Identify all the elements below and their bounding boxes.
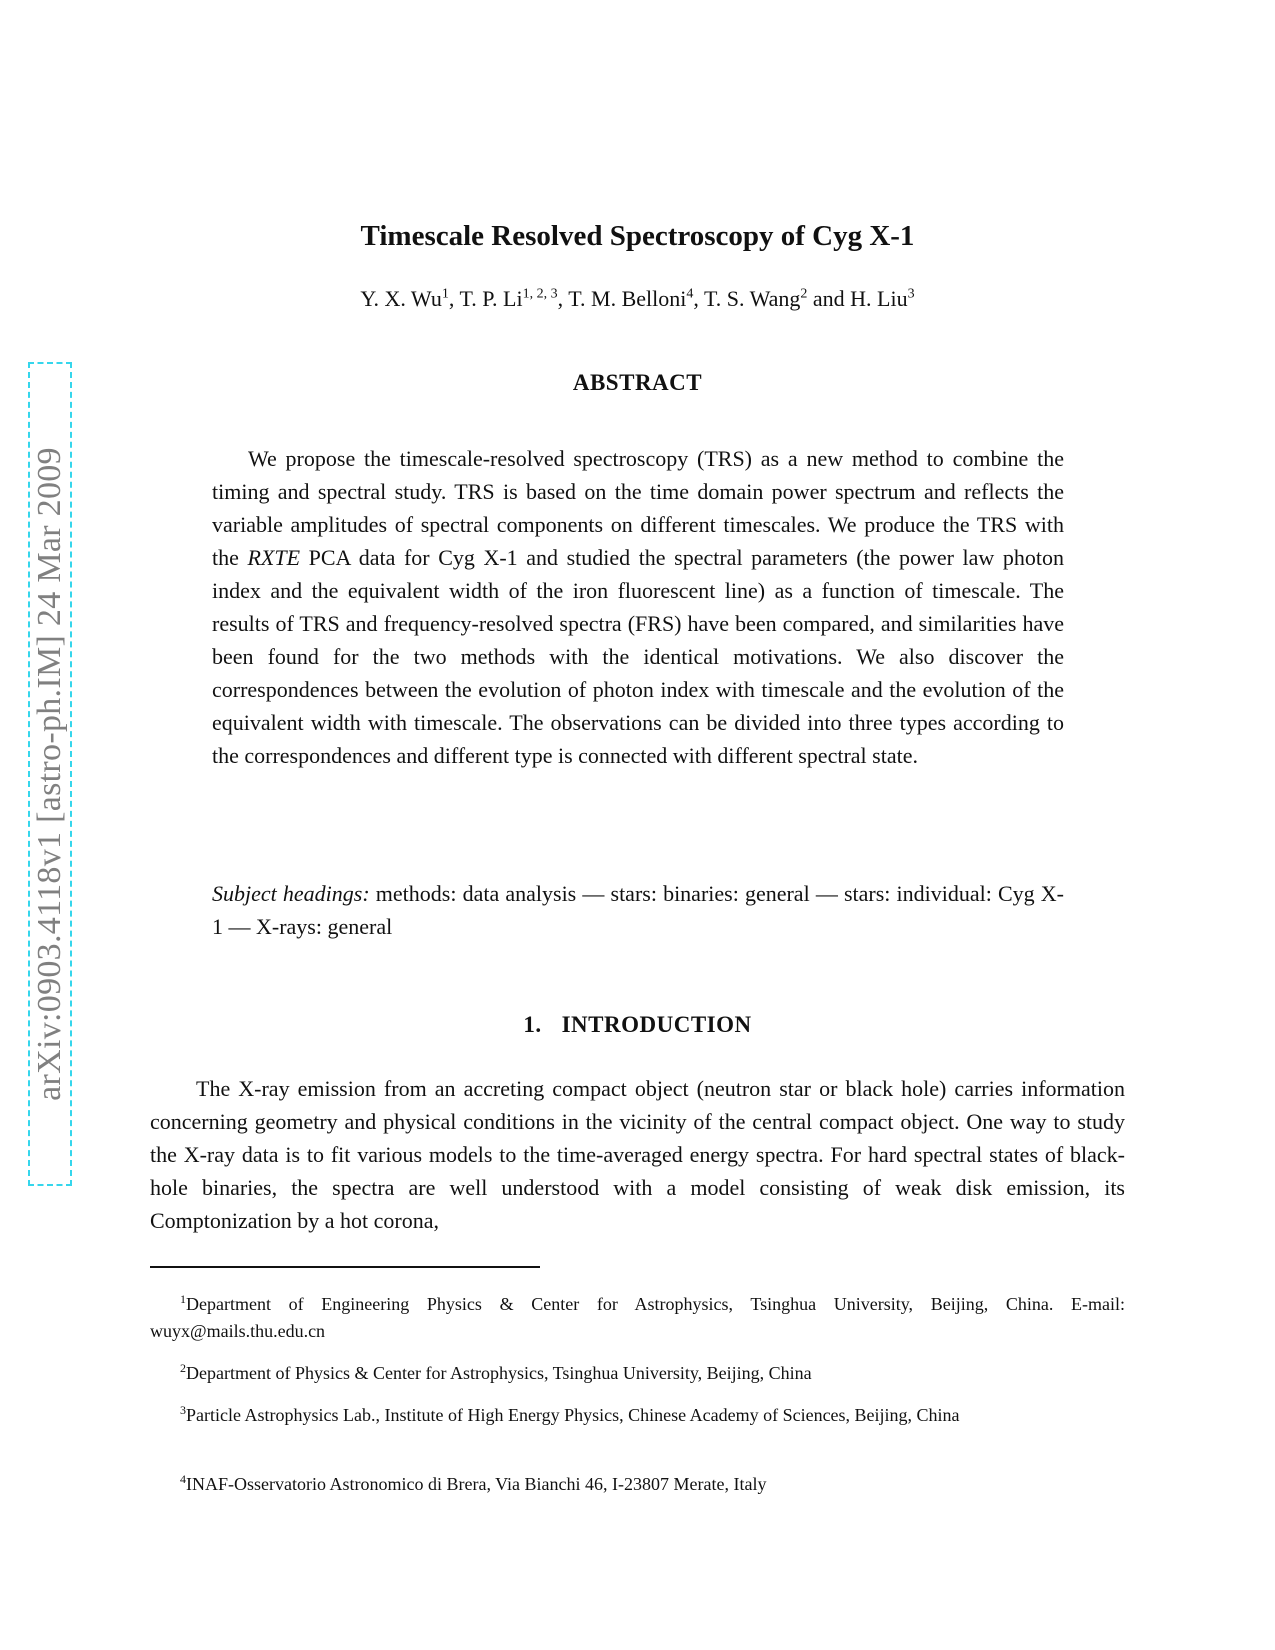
author-name: H. Liu: [850, 286, 908, 311]
footnote-mark: 1: [180, 1292, 186, 1306]
section-number: 1.: [523, 1012, 542, 1037]
section-heading: [0, 1012, 1275, 1038]
intro-paragraph: The X-ray emission from an accreting compact object (neutron star or black hole) carries information concerning geometry and physical conditions in the vicinity of the central compact object. One way to study the X-ray data is to fit various models to the time-averaged energy spectra. For hard spectral states of black-hole binaries, the spectra are well understood with a model consisting of weak disk emission, its Comptonization by a hot corona,: [150, 1076, 1125, 1233]
footnote-text: Department of Physics & Center for Astrophysics, Tsinghua University, Beijing, China: [186, 1363, 812, 1383]
paper-title: Timescale Resolved Spectroscopy of Cyg X-1: [360, 220, 915, 252]
subject-headings-text: methods: data analysis — stars: binaries: general — stars: individual: Cyg X-1 — X-rays: general: [212, 881, 1064, 939]
author-separator: ,: [448, 286, 460, 311]
footnote: [150, 1355, 1125, 1387]
author-name: T. M. Belloni: [568, 286, 687, 311]
abstract-body: [212, 442, 1064, 772]
author-affiliation: 4: [686, 286, 694, 302]
arxiv-stamp: arXiv:0903.4118v1 [astro-ph.IM] 24 Mar 2009: [31, 447, 68, 1101]
abstract-text: We propose the timescale-resolved spectroscopy (TRS) as a new method to combine the timing and spectral study. TRS is based on the time domain power spectrum and reflects the variable amplitudes of spectral components on different timescales. We produce the TRS with the: [212, 446, 1064, 570]
author-separator: ,: [693, 286, 704, 311]
author-affiliation: 1: [441, 286, 449, 302]
subject-headings-label: Subject headings:: [212, 881, 370, 906]
author-separator: ,: [557, 286, 569, 311]
author-affiliation: 3: [907, 286, 915, 302]
author-name: T. P. Li: [459, 286, 523, 311]
footnote: [150, 1466, 1125, 1498]
footnote-text: Department of Engineering Physics & Center for Astrophysics, Tsinghua University, Beijing, China. E-mail: wuyx@mails.thu.edu.cn: [150, 1294, 1125, 1341]
section-title: INTRODUCTION: [561, 1012, 752, 1037]
author-name: Y. X. Wu: [360, 286, 442, 311]
abstract-heading: ABSTRACT: [572, 370, 703, 395]
author-affiliation: 2: [800, 286, 808, 302]
footnote: [150, 1286, 1125, 1345]
subject-headings: [212, 877, 1064, 943]
footnote-rule: [150, 1266, 540, 1268]
footnote-mark: 4: [180, 1472, 186, 1486]
footnote-text: Particle Astrophysics Lab., Institute of High Energy Physics, Chinese Academy of Sciences, Beijing, China: [186, 1405, 960, 1425]
author-affiliation: 1, 2, 3: [522, 286, 558, 302]
footnote-mark: 3: [180, 1403, 186, 1417]
footnote-text: INAF-Osservatorio Astronomico di Brera, Via Bianchi 46, I-23807 Merate, Italy: [186, 1474, 767, 1494]
footnote: [150, 1397, 1125, 1429]
author-list: [0, 286, 1275, 312]
author-name: T. S. Wang: [703, 286, 801, 311]
footnote-mark: 2: [180, 1361, 186, 1375]
abstract-text: PCA data for Cyg X-1 and studied the spectral parameters (the power law photon index and the equivalent width of the iron fluorescent line) as a function of timescale. The results of TRS and frequency-resolved spectra (FRS) have been compared, and similarities have been found for the two methods with the identical motivations. We also discover the correspondences between the evolution of photon index with timescale and the evolution of the equivalent width with timescale. The observations can be divided into three types according to the correspondences and different type is connected with different spectral state.: [212, 545, 1064, 768]
abstract-italic: RXTE: [247, 545, 301, 570]
author-separator: and: [807, 286, 851, 311]
